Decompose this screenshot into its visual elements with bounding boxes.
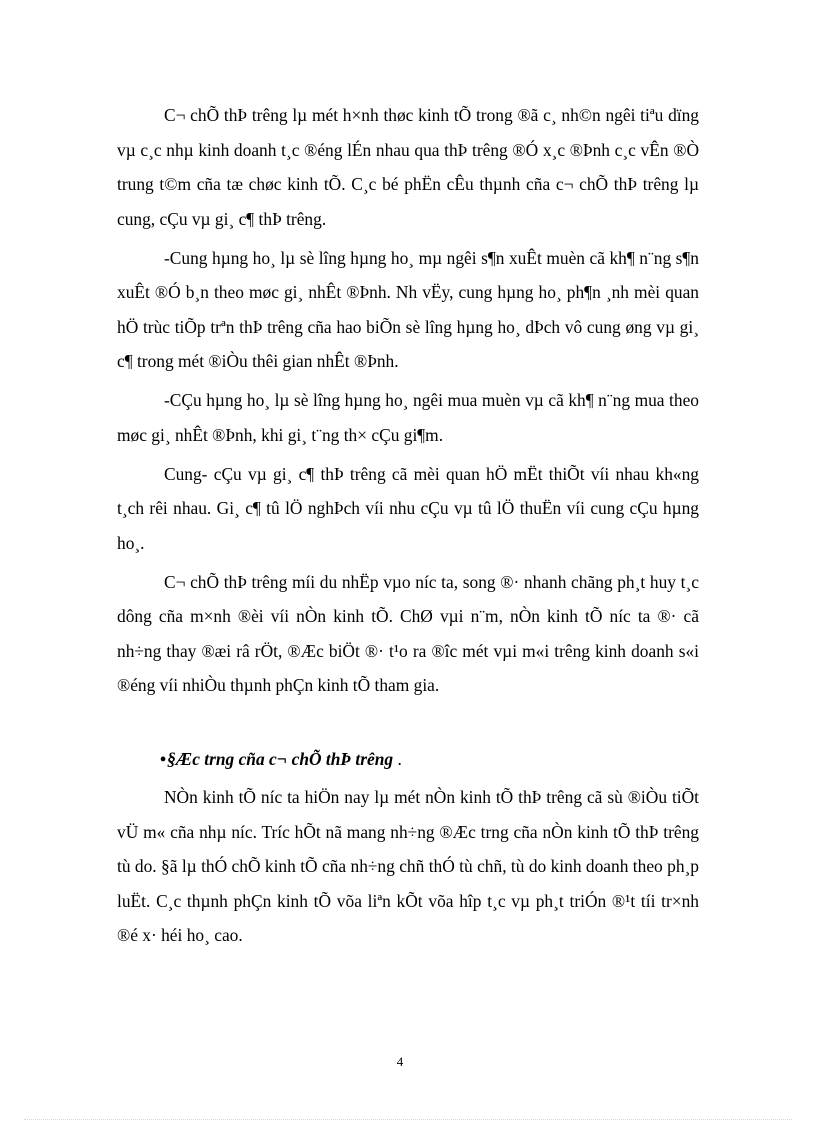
page-bottom-divider	[24, 1119, 792, 1120]
paragraph-supply-definition: -Cung hµng ho¸ lµ sè lîng hµng ho¸ mµ ngêi s¶n xuÊt muèn cã kh¶ n¨ng s¶n xuÊt ®Ó b¸n theo møc gi¸ nhÊt ®Þnh. Nh vËy, cung hµng ho¸ ph¶n ¸nh mèi quan hÖ trùc tiÕp trªn thÞ trêng cña hao biÕn sè lîng hµng ho¸ dÞch vô cung øng vµ gi¸ c¶ trong mét ®iÒu thêi gian nhÊt ®Þnh.	[117, 247, 699, 371]
section-heading-tail: .	[397, 748, 402, 769]
paragraph-market-mechanism-definition: C¬ chÕ thÞ trêng lµ mét h×nh thøc kinh tÕ trong ®ã c¸ nh©n ngêi tiªu dïng vµ c¸c nhµ kinh doanh t¸c ®éng lÉn nhau qua thÞ trêng ®Ó x¸c ®Þnh c¸c vÊn ®Ò trung t©m cña tæ chøc kinh tÕ. C¸c bé phËn cÊu thµnh cña c¬ chÕ thÞ trêng lµ cung, cÇu vµ gi¸ c¶ thÞ trêng.	[117, 105, 699, 229]
paragraph-market-in-vietnam: C¬ chÕ thÞ trêng míi du nhËp vµo níc ta, song ®· nhanh chãng ph¸t huy t¸c dông cña m×nh ®èi víi nÒn kinh tÕ. ChØ vµi n¨m, nÒn kinh tÕ níc ta ®· cã nh÷ng thay ®æi râ rÖt, ®Æc biÖt ®· t¹o ra ®îc mét vµi m«i trêng kinh doanh s«i ®éng víi nhiÒu thµnh phÇn kinh tÕ tham gia.	[117, 571, 699, 695]
bullet-icon: •	[160, 748, 167, 769]
paragraph-market-economy-characteristics: NÒn kinh tÕ níc ta hiÖn nay lµ mét nÒn kinh tÕ thÞ trêng cã sù ®iÒu tiÕt vÜ m« cña nhµ níc. Tríc hÕt nã mang nh÷ng ®Æc trng cña nÒn kinh tÕ thÞ trêng tù do. §ã lµ thÓ chÕ kinh tÕ cña nh÷ng chñ thÓ tù chñ, tù do kinh doanh theo ph¸p luËt. C¸c thµnh phÇn kinh tÕ võa liªn kÕt võa hîp t¸c vµ ph¸t triÓn ®¹t tíi tr×nh ®é x· héi ho¸ cao.	[117, 787, 699, 945]
section-heading-title: §Æc trng cña c¬ chÕ thÞ trêng	[167, 748, 394, 769]
page-number: 4	[396, 1054, 404, 1069]
section-heading	[117, 742, 699, 777]
paragraph-demand-definition: -CÇu hµng ho¸ lµ sè lîng hµng ho¸ ngêi mua muèn vµ cã kh¶ n¨ng mua theo møc gi¸ nhÊt ®Þnh, khi gi¸ t¨ng th× cÇu gi¶m.	[117, 390, 699, 445]
document-body	[117, 98, 699, 953]
paragraph-supply-demand-price: Cung- cÇu vµ gi¸ c¶ thÞ trêng cã mèi quan hÖ mËt thiÕt víi nhau kh«ng t¸ch rêi nhau. Gi¸ c¶ tû lÖ nghÞch víi nhu cÇu vµ tû lÖ thuËn víi cung cÇu hµng ho¸.	[117, 463, 699, 553]
